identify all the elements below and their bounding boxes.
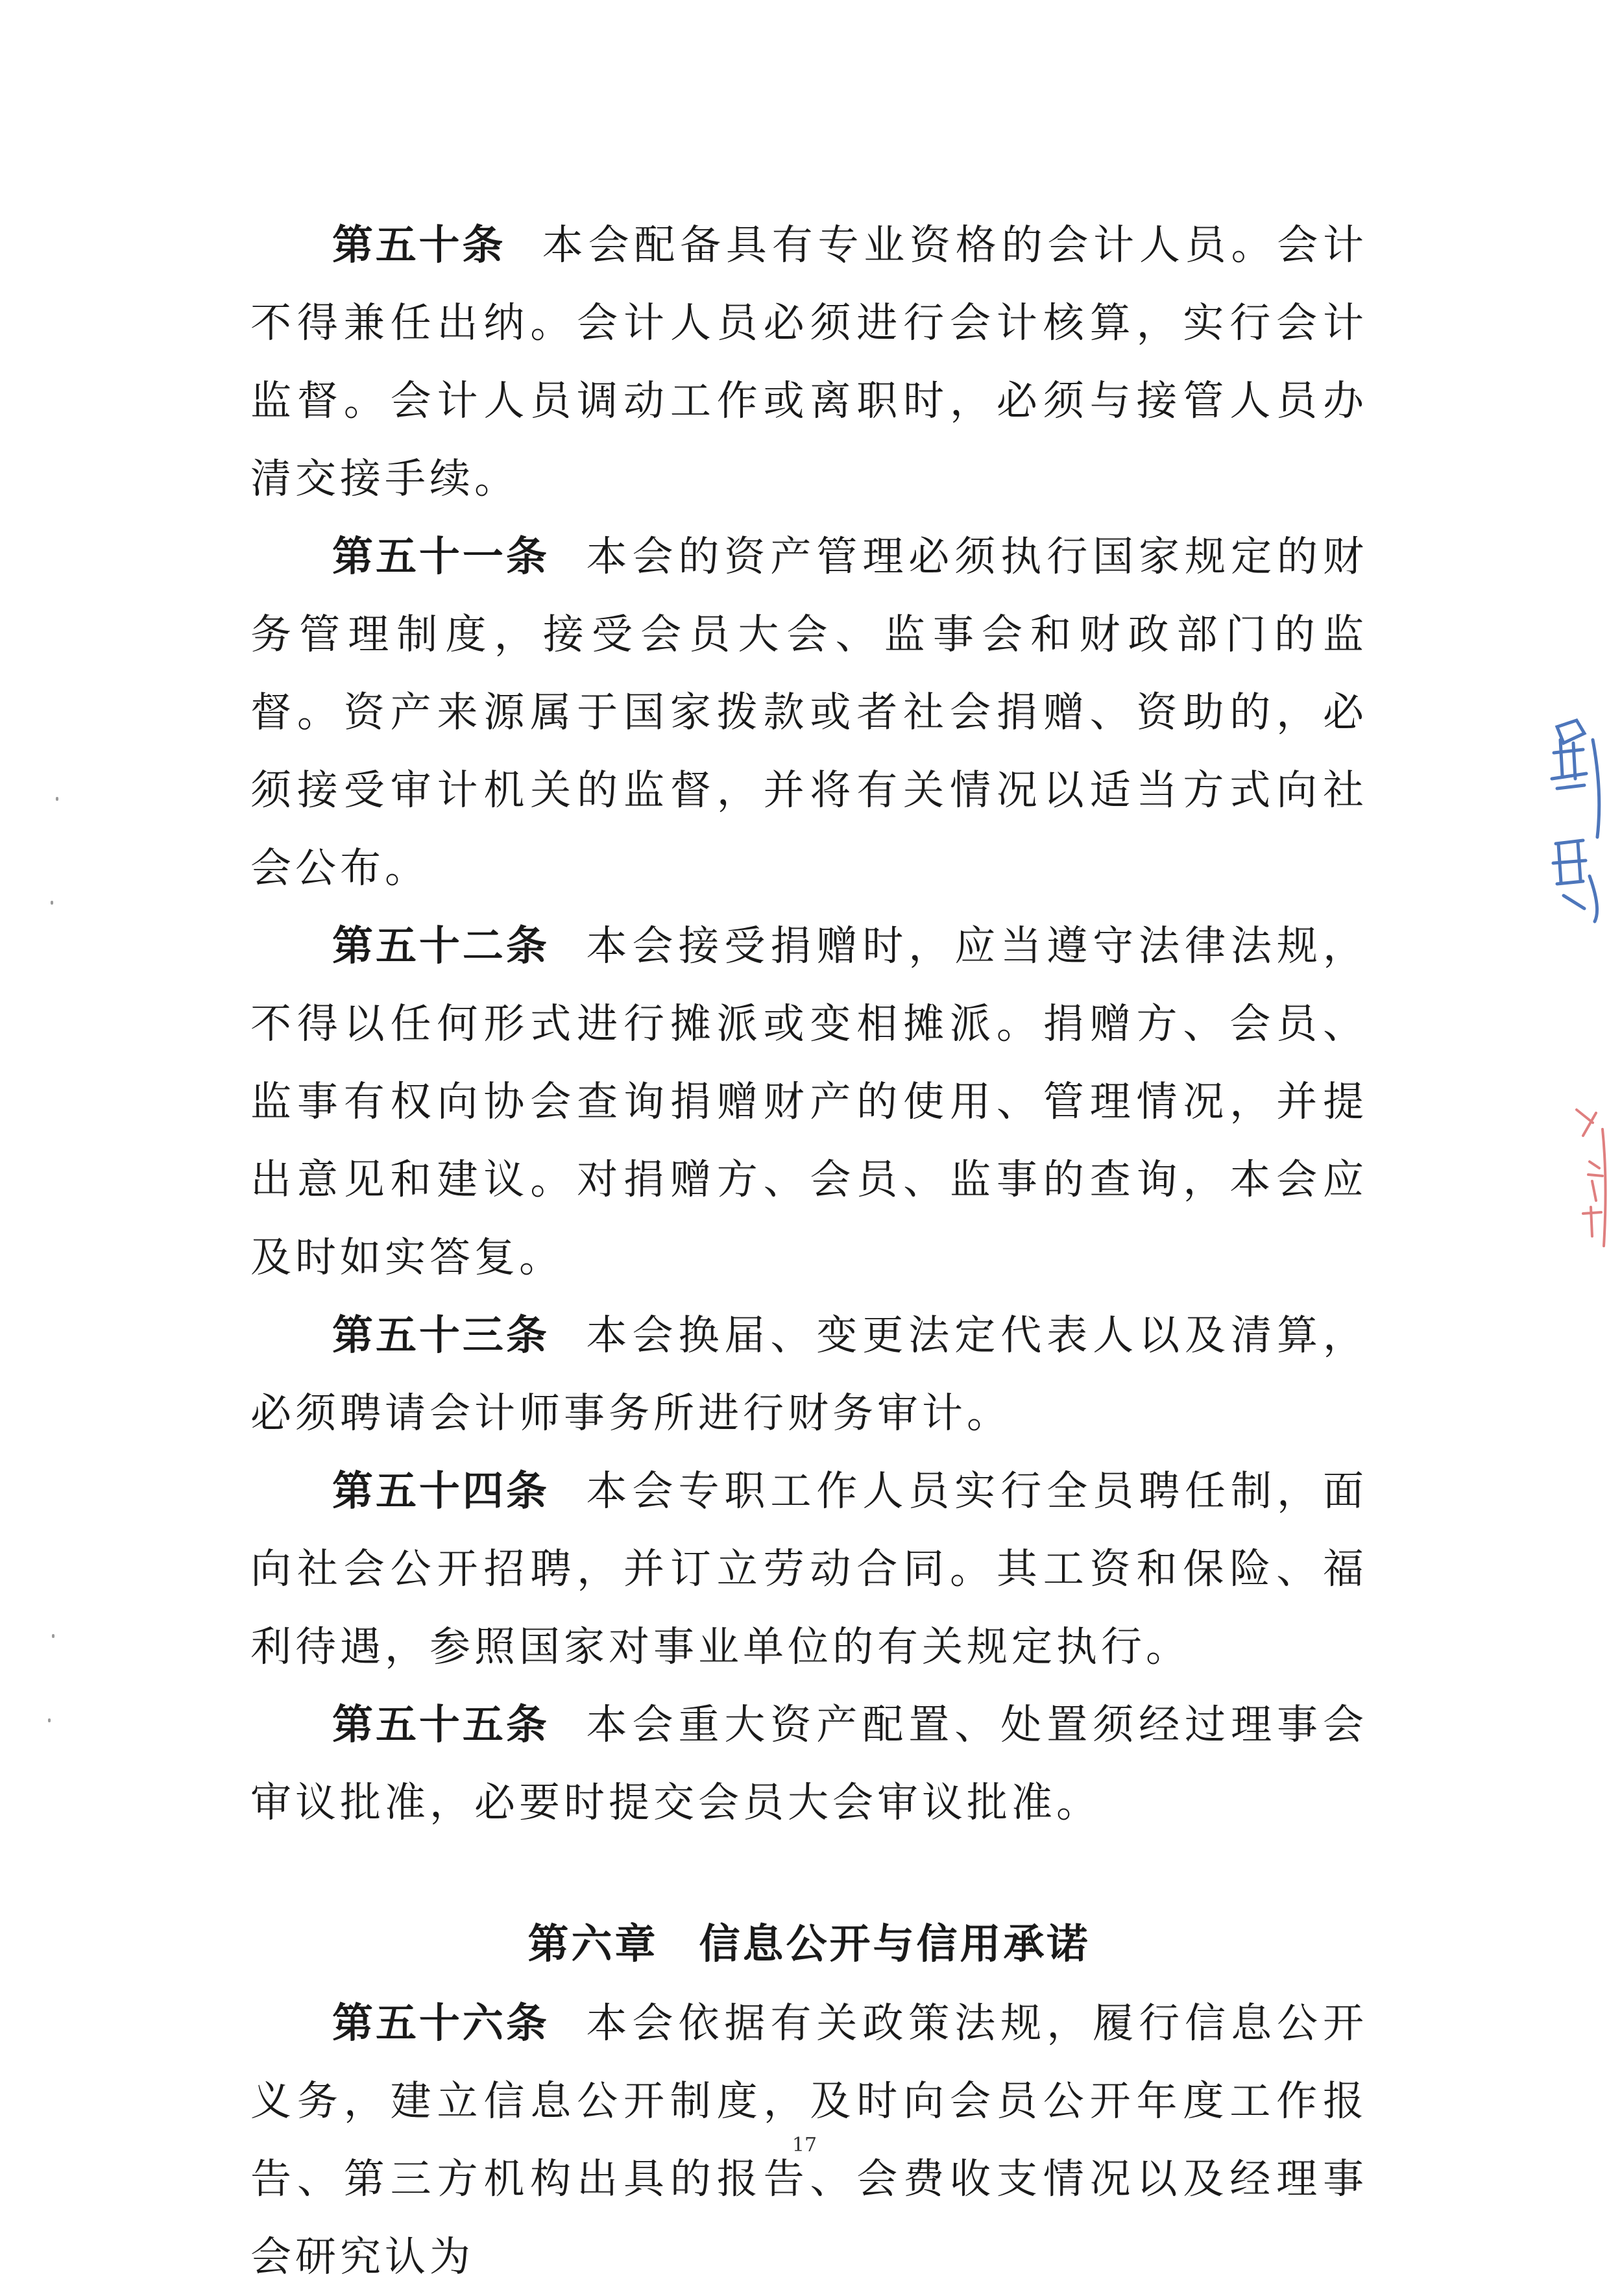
article-53 [250, 1297, 1368, 1452]
blue-seal-fragment [1538, 714, 1609, 928]
red-seal-icon [1564, 1103, 1609, 1252]
article-text: 本会专职工作人员实行全员聘任制，面向社会公开招聘，并订立劳动合同。其工资和保险、福利待遇，参照国家对事业单位的有关规定执行。 [250, 1467, 1368, 1670]
article-text: 本会依据有关政策法规，履行信息公开义务，建立信息公开制度，及时向会员公开年度工作报告、第三方机构出具的报告、会费收支情况以及经理事会研究认为 [250, 1999, 1368, 2280]
article-text: 本会换届、变更法定代表人以及清算，必须聘请会计师事务所进行财务审计。 [250, 1312, 1368, 1437]
article-label: 第五十三条 [332, 1312, 550, 1359]
red-seal-fragment [1564, 1103, 1609, 1252]
chapter-name: 信息公开与信用承诺 [699, 1920, 1091, 1968]
article-label: 第五十六条 [332, 1999, 550, 2047]
chapter-heading [250, 1905, 1368, 1983]
article-54 [250, 1452, 1368, 1686]
article-label: 第五十一条 [332, 533, 550, 580]
document-body [250, 206, 1368, 2296]
article-label: 第五十五条 [332, 1701, 550, 1748]
scan-speck [51, 901, 53, 905]
scan-speck [52, 1634, 54, 1638]
article-50 [250, 206, 1368, 518]
article-text: 本会接受捐赠时，应当遵守法律法规，不得以任何形式进行摊派或变相摊派。捐赠方、会员、监事有权向协会查询捐赠财产的使用、管理情况，并提出意见和建议。对捐赠方、会员、监事的查询，本会应及时如实答复。 [250, 922, 1368, 1281]
page-number: 17 [792, 2134, 817, 2156]
article-51 [250, 518, 1368, 907]
article-label: 第五十二条 [332, 922, 550, 970]
article-label: 第五十四条 [332, 1467, 550, 1515]
article-text: 本会的资产管理必须执行国家规定的财务管理制度，接受会员大会、监事会和财政部门的监督。资产来源属于国家拨款或者社会捐赠、资助的，必须接受审计机关的监督，并将有关情况以适当方式向社会公布。 [250, 533, 1368, 892]
blue-seal-icon [1538, 714, 1609, 928]
article-text: 本会配备具有专业资格的会计人员。会计不得兼任出纳。会计人员必须进行会计核算，实行会计监督。会计人员调动工作或离职时，必须与接管人员办清交接手续。 [250, 221, 1368, 502]
article-52 [250, 907, 1368, 1297]
scan-speck [48, 1718, 51, 1722]
article-label: 第五十条 [332, 221, 506, 269]
scan-speck [56, 797, 58, 801]
chapter-number: 第六章 [527, 1920, 659, 1968]
article-text: 本会重大资产配置、处置须经过理事会审议批准，必要时提交会员大会审议批准。 [250, 1701, 1368, 1826]
article-55 [250, 1686, 1368, 1842]
